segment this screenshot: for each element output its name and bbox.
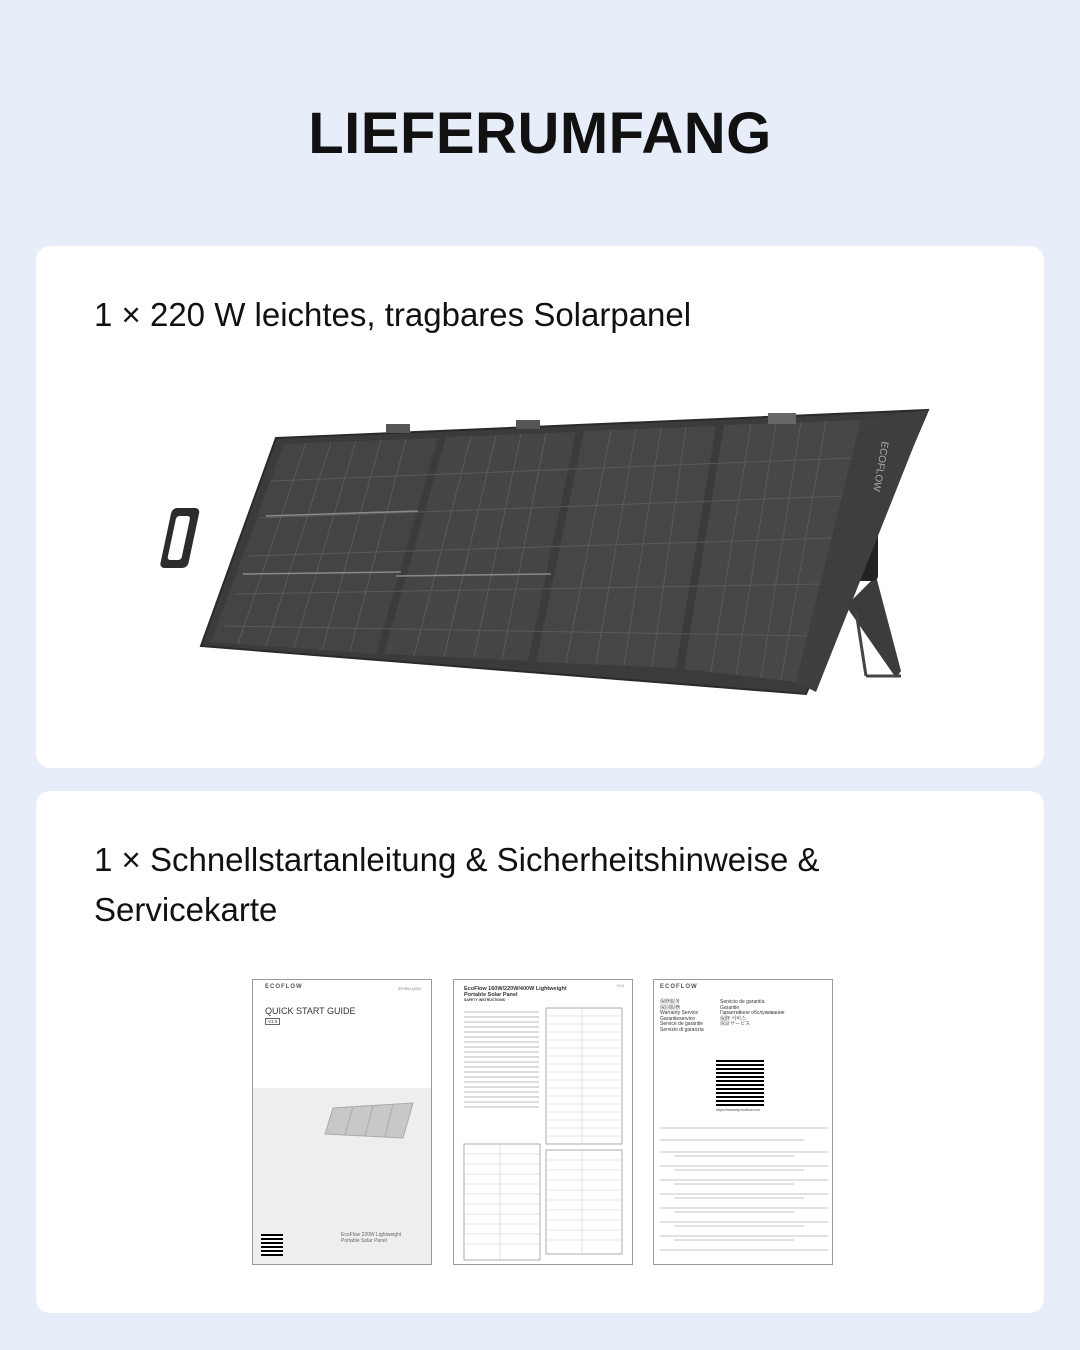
page-title: LIEFERUMFANG [308,101,772,166]
safety-text-lines [454,1004,633,1264]
qsg-version: V1.0 [265,1018,280,1025]
service-url: https://warranty.ecoflow.com [716,1108,760,1112]
safety-section-title: SAFETY INSTRUCTIONS [464,998,505,1002]
warranty-list-col1: 保修服务 保固服務 Warranty Service Garantieservice Service de garantie Servizio di garanzia [660,999,704,1033]
service-brand: ECOFLOW [660,984,698,990]
quick-start-guide-document [252,979,432,1265]
warranty-list-col2: Servicio de garantía Garantie Гарантийное обслуживание 保修 서비스 保証サービス [720,999,785,1027]
service-card-document [653,979,833,1265]
panel-brand-print: ECOFLOW [870,440,890,493]
safety-doc-title: EcoFlow 160W/220W/400W Lightweight Portable Solar Panel [464,986,567,998]
safety-instructions-document [453,979,633,1265]
qsg-subtitle: EcoFlow 220W Lightweight Portable Solar Panel [341,1232,402,1244]
item-label-documents: 1 × Schnellstartanleitung & Sicherheitshinweise & Servicekarte [94,841,820,928]
doc-code: EF95U-QSG [398,986,421,991]
solar-panel-image [156,396,946,716]
item-label-solar-panel: 1 × 220 W leichtes, tragbares Solarpanel [94,296,692,333]
safety-doc-code: V1.0 [616,984,624,988]
qr-code-icon [261,1234,283,1256]
doc-brand: ECOFLOW [265,984,303,990]
qsg-title: QUICK START GUIDE [265,1006,356,1016]
qr-code-icon [716,1058,764,1106]
service-text-lines [654,1120,833,1260]
item-card-documents [36,791,1044,1313]
mini-panel-icon [323,1098,432,1158]
item-card-solar-panel [36,246,1044,768]
